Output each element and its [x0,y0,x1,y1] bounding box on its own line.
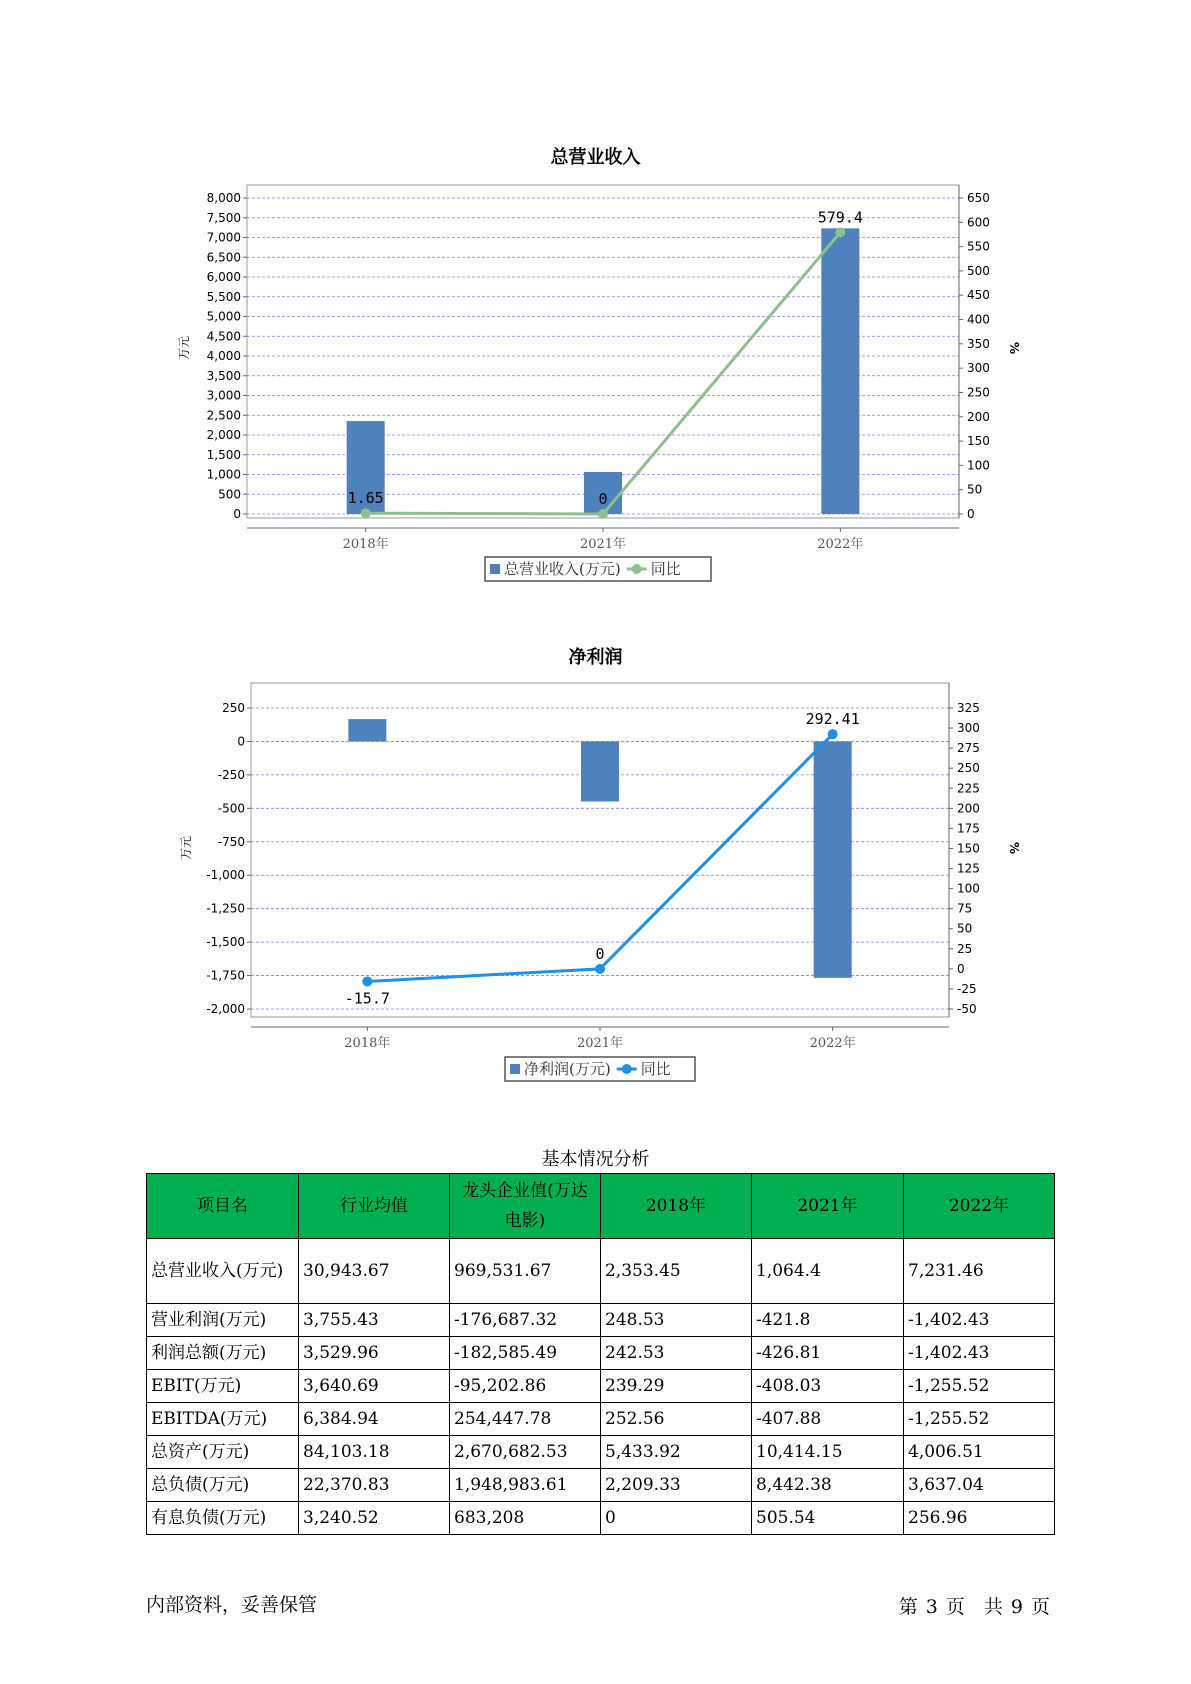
y-left-tick-label: 7,500 [206,210,241,225]
header-leader-value: 龙头企业值(万达电影) [450,1174,601,1239]
legend [505,1057,695,1081]
legend-line-marker [622,1064,632,1074]
table-cell: -95,202.86 [450,1370,601,1403]
y-right-tick-label: 150 [957,841,980,856]
y-right-tick-label: 0 [967,507,975,521]
table-row [147,1436,1055,1469]
line-point [598,509,608,519]
table-cell: 254,447.78 [450,1403,601,1436]
header-item-name: 项目名 [147,1174,299,1239]
y-left-tick-label: 2,500 [206,408,241,423]
net-profit-chart-title: 净利润 [568,647,623,668]
legend-line-label: 同比 [640,1060,671,1078]
table-cell: 2,670,682.53 [450,1436,601,1469]
table-cell: 2,209.33 [601,1469,752,1502]
y-left-axis-label: 万元 [177,335,191,361]
table-row [147,1502,1055,1535]
table-cell: 84,103.18 [299,1436,450,1469]
y-left-tick-label: -500 [217,801,245,816]
y-left-tick-label: -750 [217,834,245,849]
table-cell: 252.56 [601,1403,752,1436]
y-left-tick-label: -1,750 [206,968,245,983]
page-current: 3 [925,1596,938,1618]
table-cell: 10,414.15 [752,1436,904,1469]
y-right-tick-label: 450 [967,288,990,303]
data-label: 0 [598,490,608,508]
y-left-tick-label: 4,500 [206,329,241,344]
table-cell: 248.53 [601,1304,752,1337]
y-right-tick-label: 0 [957,961,965,976]
table-cell: 1,064.4 [752,1239,904,1304]
table-cell: 239.29 [601,1370,752,1403]
y-left-tick-label: -250 [217,767,245,782]
y-left-tick-label: -1,250 [206,901,245,916]
table-cell: 3,240.52 [299,1502,450,1535]
table-cell: -1,402.43 [904,1304,1055,1337]
table-cell: 3,637.04 [904,1469,1055,1502]
table-row [147,1469,1055,1502]
table-row [147,1337,1055,1370]
line-point [828,729,838,739]
table-cell: -408.03 [752,1370,904,1403]
y-right-tick-label: 400 [967,312,990,327]
header-2018: 2018年 [601,1174,752,1239]
table-cell: 256.96 [904,1502,1055,1535]
table-cell: 969,531.67 [450,1239,601,1304]
bar [348,719,386,741]
revenue-chart [0,170,1191,595]
y-right-tick-label: 50 [957,921,973,936]
y-right-tick-label: 325 [957,701,980,715]
table-cell: 2,353.45 [601,1239,752,1304]
y-left-tick-label: 6,000 [206,270,241,284]
table-cell: 1,948,983.61 [450,1469,601,1502]
x-tick-label: 2018年 [342,537,389,552]
page-mid: 页 共 [945,1596,1003,1618]
row-label-cell: 总资产(万元) [147,1436,299,1469]
legend-bar-label: 总营业收入(万元) [504,560,621,578]
y-left-tick-label: 1,500 [206,447,241,462]
header-2022: 2022年 [904,1174,1055,1239]
y-left-tick-label: 500 [218,487,241,502]
y-left-tick-label: 0 [233,507,241,521]
y-right-tick-label: 125 [957,861,980,876]
row-label-cell: 有息负债(万元) [147,1502,299,1535]
bar [581,741,619,801]
y-left-tick-label: 2,000 [206,428,241,442]
header-industry-avg: 行业均值 [299,1174,450,1239]
table-cell: -426.81 [752,1337,904,1370]
y-right-tick-label: 600 [967,215,990,230]
y-right-tick-label: 300 [967,361,990,376]
page-suffix: 页 [1030,1596,1050,1618]
y-right-tick-label: 200 [957,801,980,816]
y-left-tick-label: 7,000 [206,230,241,245]
table-cell: -407.88 [752,1403,904,1436]
y-right-tick-label: 175 [957,821,980,836]
y-left-tick-label: 8,000 [206,191,241,205]
table-cell: -1,255.52 [904,1403,1055,1436]
table-row [147,1239,1055,1304]
table-cell: 7,231.46 [904,1239,1055,1304]
y-left-axis-label: 万元 [179,835,193,861]
x-tick-label: 2018年 [344,1036,391,1051]
y-right-tick-label: 25 [957,941,973,956]
footer-confidential-note: 内部资料，妥善保管 [146,1594,318,1616]
bar [814,741,852,977]
row-label-cell: EBIT(万元) [147,1370,299,1403]
data-label: 579.4 [817,208,863,227]
table-cell: 0 [601,1502,752,1535]
table-cell: 8,442.38 [752,1469,904,1502]
y-left-tick-label: -1,000 [206,868,245,883]
table-caption: 基本情况分析 [541,1149,650,1170]
y-left-tick-label: 4,000 [206,349,241,363]
table-cell: 683,208 [450,1502,601,1535]
table-row [147,1370,1055,1403]
y-right-tick-label: 275 [957,741,980,756]
y-right-tick-label: -50 [957,1002,977,1016]
line-point [361,508,371,518]
table-cell: 3,640.69 [299,1370,450,1403]
footer-page-number [895,1592,1054,1619]
y-right-axis-label: % [1007,841,1021,855]
row-label-cell: 利润总额(万元) [147,1337,299,1370]
table-cell: 242.53 [601,1337,752,1370]
page-prefix: 第 [898,1596,918,1618]
table-cell: 505.54 [752,1502,904,1535]
row-label-cell: 总营业收入(万元) [147,1239,299,1304]
table-cell: -1,255.52 [904,1370,1055,1403]
y-right-tick-label: 75 [957,901,973,916]
legend-bar-swatch [510,1064,520,1074]
legend-line-marker [632,564,642,574]
table-cell: 22,370.83 [299,1469,450,1502]
y-right-axis-label: % [1007,341,1021,355]
table-cell: -1,402.43 [904,1337,1055,1370]
row-label-cell: EBITDA(万元) [147,1403,299,1436]
y-left-tick-label: -2,000 [206,1002,245,1016]
table-cell: 3,755.43 [299,1304,450,1337]
net-profit-chart [0,670,1191,1095]
y-left-tick-label: 1,000 [206,467,241,482]
y-right-tick-label: 150 [967,434,990,449]
table-cell: 4,006.51 [904,1436,1055,1469]
legend-bar-label: 净利润(万元) [524,1060,611,1078]
y-right-tick-label: 650 [967,191,990,205]
line-point [835,227,845,237]
y-left-tick-label: 5,000 [206,309,241,324]
y-left-tick-label: 6,500 [206,250,241,265]
table-cell: -182,585.49 [450,1337,601,1370]
x-tick-label: 2021年 [579,537,627,552]
data-label: -15.7 [344,989,390,1008]
y-right-tick-label: 500 [967,263,990,278]
x-tick-label: 2022年 [809,1036,856,1051]
line-point [362,976,372,986]
legend-line-label: 同比 [650,560,681,578]
y-right-tick-label: 200 [967,409,990,424]
table-cell: 30,943.67 [299,1239,450,1304]
x-tick-label: 2022年 [817,537,864,552]
data-label: 0 [595,944,605,963]
y-right-tick-label: 250 [957,761,980,776]
y-right-tick-label: 550 [967,239,990,254]
x-tick-label: 2021年 [576,1036,624,1051]
y-left-tick-label: -1,500 [206,935,245,950]
row-label-cell: 营业利润(万元) [147,1304,299,1337]
y-right-tick-label: 100 [957,881,980,896]
bar [821,228,859,514]
table-cell: 5,433.92 [601,1436,752,1469]
table-header-row [147,1174,1055,1239]
legend [485,557,711,581]
header-2021: 2021年 [752,1174,904,1239]
y-left-tick-label: 250 [222,701,245,715]
analysis-table [146,1173,1055,1535]
y-left-tick-label: 5,500 [206,289,241,304]
table-cell: 3,529.96 [299,1337,450,1370]
y-right-tick-label: 225 [957,781,980,796]
data-label: 1.65 [347,489,384,508]
row-label-cell: 总负债(万元) [147,1469,299,1502]
line-point [595,964,605,974]
y-right-tick-label: 100 [967,458,990,473]
y-right-tick-label: -25 [957,981,977,996]
y-left-tick-label: 3,000 [206,388,241,403]
table-cell: -421.8 [752,1304,904,1337]
y-right-tick-label: 350 [967,336,990,351]
legend-bar-swatch [490,564,500,574]
table-cell: -176,687.32 [450,1304,601,1337]
page-total: 9 [1010,1596,1023,1618]
y-right-tick-label: 50 [967,482,983,497]
table-cell: 6,384.94 [299,1403,450,1436]
y-left-tick-label: 3,500 [206,368,241,383]
data-label: 292.41 [805,710,860,729]
table-row [147,1403,1055,1436]
table-row [147,1304,1055,1337]
y-left-tick-label: 0 [237,734,245,749]
revenue-chart-title: 总营业收入 [550,147,641,168]
y-right-tick-label: 300 [957,721,980,736]
y-right-tick-label: 250 [967,385,990,400]
